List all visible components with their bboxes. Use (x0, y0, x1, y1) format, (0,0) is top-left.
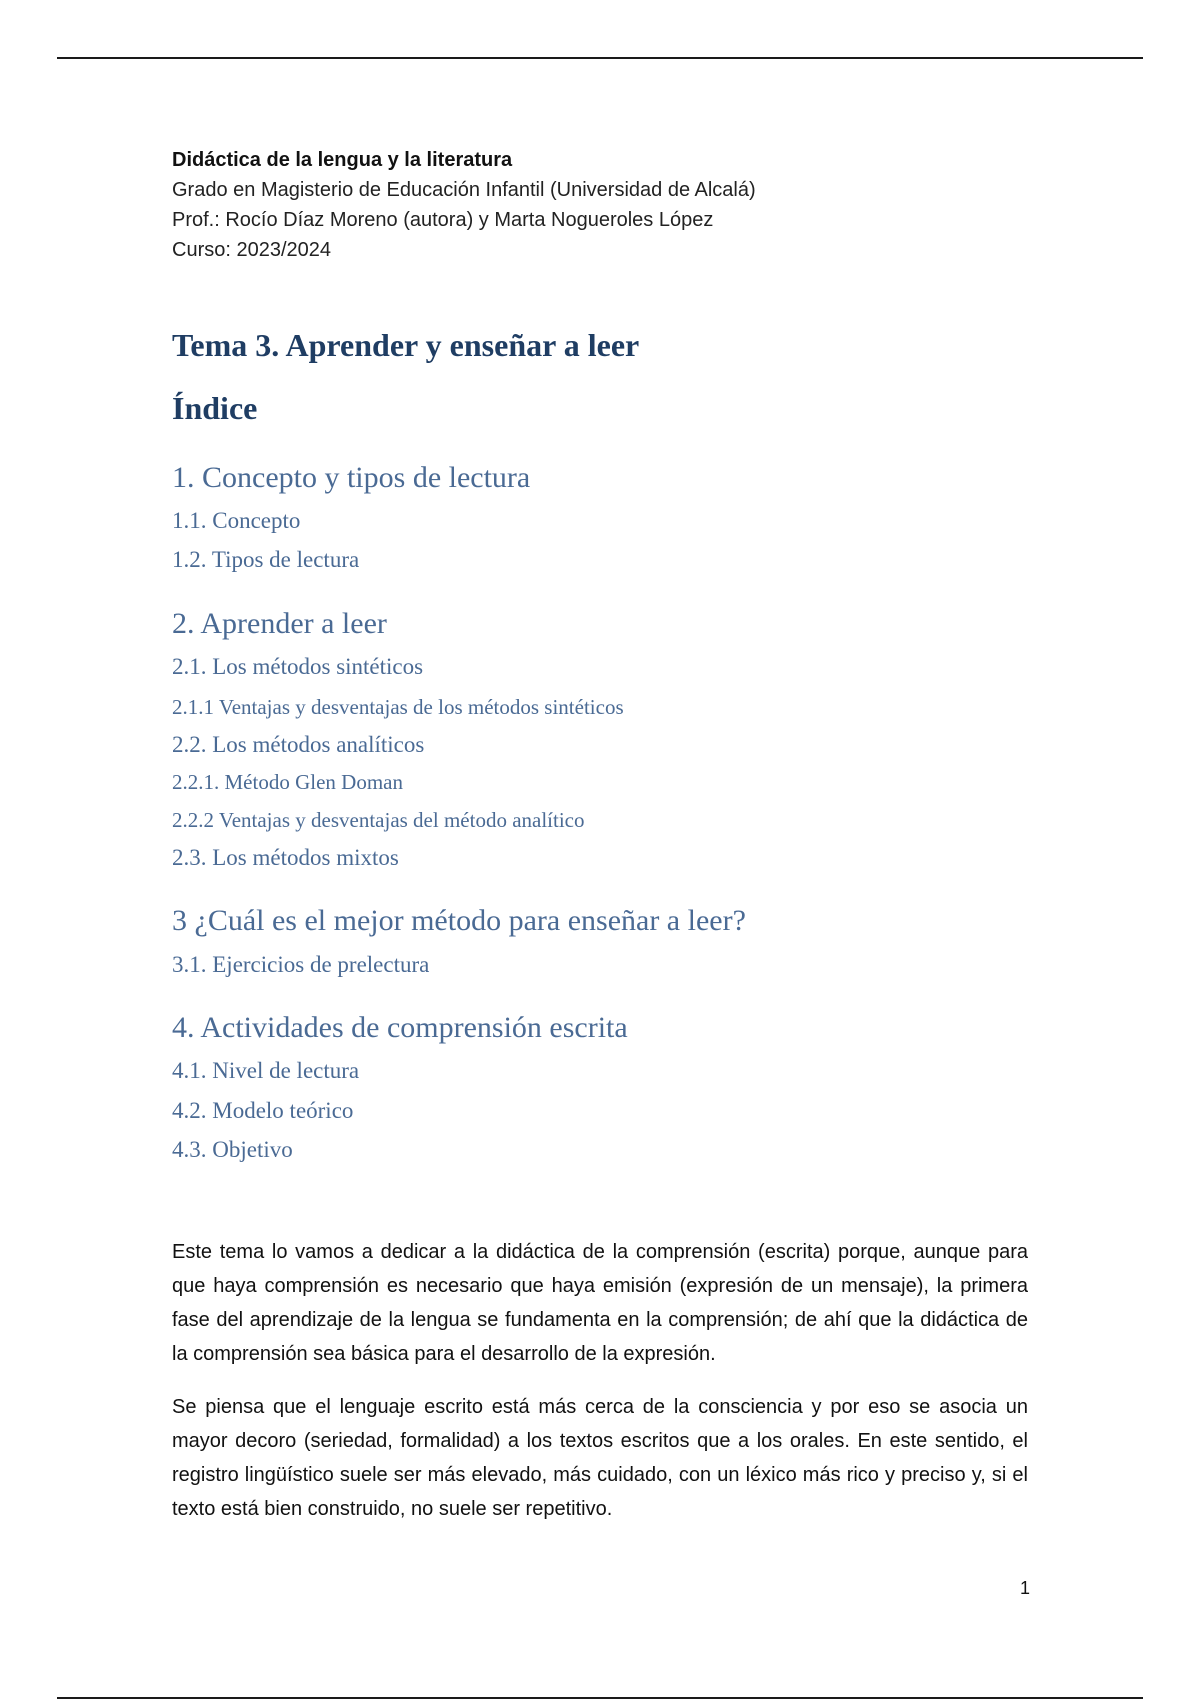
toc-entry-3-1[interactable]: 3.1. Ejercicios de prelectura (172, 952, 430, 977)
page-number: 1 (1019, 1578, 1030, 1598)
top-rule (57, 57, 1143, 59)
academic-year: Curso: 2023/2024 (172, 239, 332, 261)
toc-entry-1-1[interactable]: 1.1. Concepto (172, 508, 301, 533)
toc-entry-4-1[interactable]: 4.1. Nivel de lectura (172, 1058, 360, 1083)
toc-entry-2-2[interactable]: 2.2. Los métodos analíticos (172, 732, 425, 757)
degree-line: Grado en Magisterio de Educación Infantil (Universidad de Alcalá) (172, 179, 756, 201)
page-title: Tema 3. Aprender y enseñar a leer (172, 327, 640, 363)
toc-entry-4[interactable]: 4. Actividades de comprensión escrita (172, 1011, 628, 1044)
toc-entry-1[interactable]: 1. Concepto y tipos de lectura (172, 461, 531, 494)
toc-entry-2-1[interactable]: 2.1. Los métodos sintéticos (172, 654, 424, 679)
toc-entry-2[interactable]: 2. Aprender a leer (172, 607, 387, 640)
index-heading: Índice (172, 390, 258, 426)
body-paragraph-1: Este tema lo vamos a dedicar a la didáctica de la comprensión (escrita) porque, aunque para que haya comprensión es necesario que haya emisión (expresión de un mensaje), la primera fase del aprendizaje de la lengua se fundamenta en la comprensión; de ahí que la didáctica de la comprensión sea básica para el desarrollo de la expresión. (172, 1241, 1028, 1365)
toc-entry-3[interactable]: 3 ¿Cuál es el mejor método para enseñar a leer? (172, 904, 746, 937)
toc-entry-2-2-1[interactable]: 2.2.1. Método Glen Doman (172, 770, 403, 794)
toc-entry-2-2-2[interactable]: 2.2.2 Ventajas y desventajas del método analítico (172, 808, 585, 832)
toc-entry-4-3[interactable]: 4.3. Objetivo (172, 1137, 293, 1162)
toc-entry-2-3[interactable]: 2.3. Los métodos mixtos (172, 845, 399, 870)
toc-entry-2-1-1[interactable]: 2.1.1 Ventajas y desventajas de los métodos sintéticos (172, 695, 624, 719)
toc-entry-4-2[interactable]: 4.2. Modelo teórico (172, 1098, 354, 1123)
document-header (172, 145, 1052, 265)
body-paragraph-2: Se piensa que el lenguaje escrito está más cerca de la consciencia y por eso se asocia un mayor decoro (seriedad, formalidad) a los textos escritos que a los orales. En este sentido, el registro lingüístico suele ser más elevado, más cuidado, con un léxico más rico y preciso y, si el texto está bien construido, no suele ser repetitivo. (172, 1396, 1028, 1520)
bottom-rule (57, 1697, 1143, 1699)
toc-entry-1-2[interactable]: 1.2. Tipos de lectura (172, 547, 360, 572)
course-name: Didáctica de la lengua y la literatura (172, 149, 513, 171)
professors-line: Prof.: Rocío Díaz Moreno (autora) y Marta Nogueroles López (172, 209, 714, 231)
